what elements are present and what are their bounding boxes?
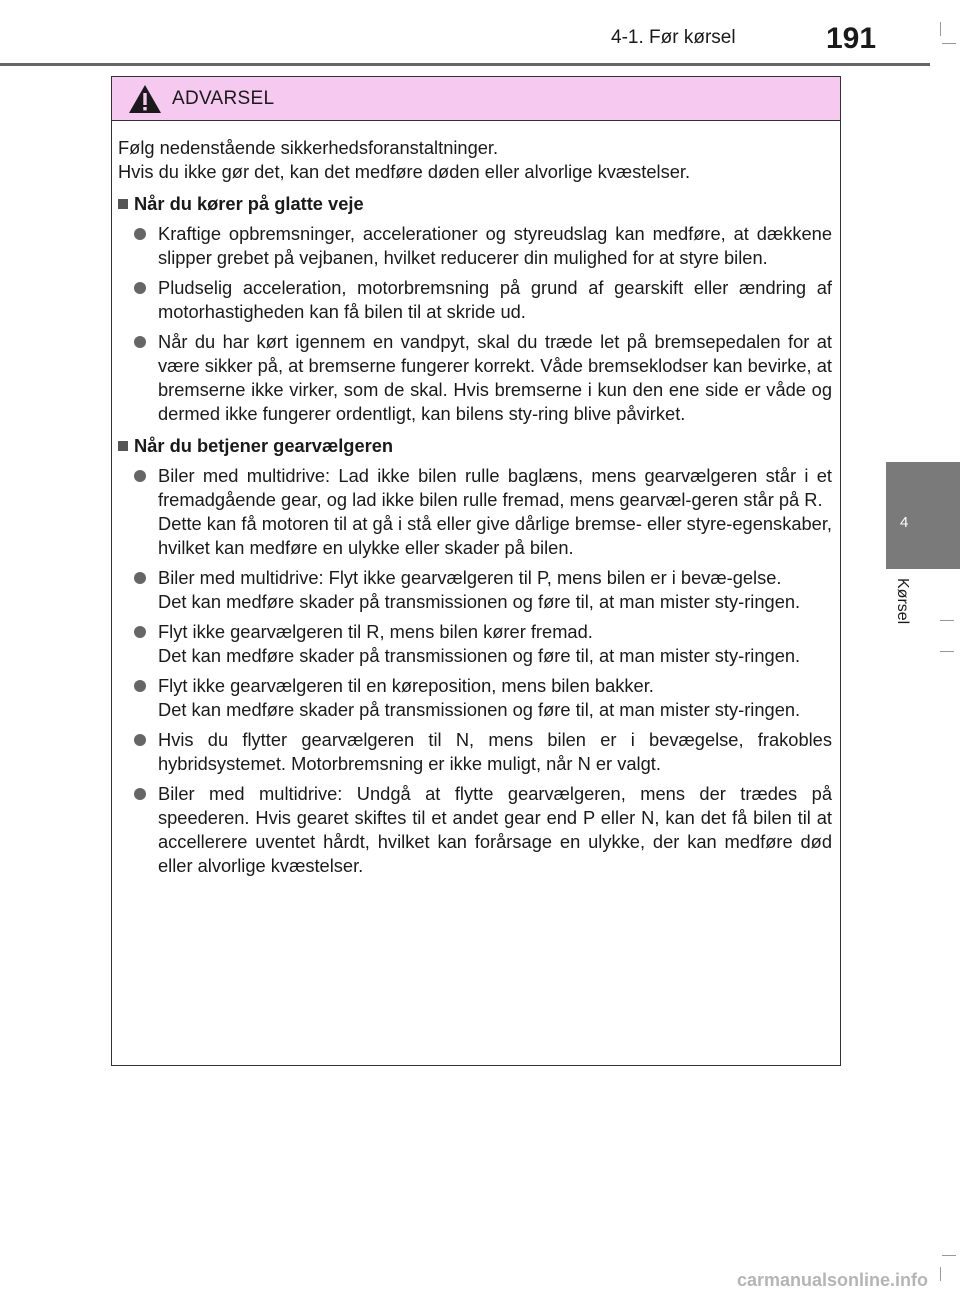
crop-mark bbox=[942, 1255, 956, 1256]
watermark: carmanualsonline.info bbox=[737, 1270, 929, 1290]
crop-mark bbox=[940, 22, 941, 36]
list-item: Flyt ikke gearvælgeren til R, mens bilen kører fremad. Det kan medføre skader på transmissionen og føre til, at man mister sty-ringen. bbox=[118, 620, 832, 668]
header-rule bbox=[0, 63, 930, 66]
list-item: Flyt ikke gearvælgeren til en køreposition, mens bilen bakker. Det kan medføre skader på transmissionen og føre til, at man mister sty-ringen. bbox=[118, 674, 832, 722]
page-number: 191 bbox=[826, 22, 877, 55]
list-item: Biler med multidrive: Lad ikke bilen rulle baglæns, mens gearvælgeren står i et fremadgående gear, og lad ikke bilen rulle fremad, mens gearvæl-geren står på R. Dette kan få motoren til at gå i stå eller give dårlige bremse- eller styre-egenskaber, hvilket kan medføre en ulykke eller skader på bilen. bbox=[118, 464, 832, 560]
list-item: Biler med multidrive: Undgå at flytte gearvælgeren, mens der trædes på speederen. Hvis gearet skiftes til et andet gear end P eller N, kan det få bilen til at accellerere uventet hårdt, hvilket kan forårsage en ulykke, der kan medføre død eller alvorlige kvæstelser. bbox=[118, 782, 832, 878]
chapter-side-tab bbox=[886, 462, 960, 569]
crop-mark bbox=[940, 651, 954, 652]
warning-title: ADVARSEL bbox=[172, 88, 275, 109]
warning-body bbox=[112, 121, 840, 878]
bullet-dot-icon bbox=[134, 626, 146, 638]
list-item: Biler med multidrive: Flyt ikke gearvælgeren til P, mens bilen er i bevæ-gelse. Det kan medføre skader på transmissionen og føre til, at man mister sty-ringen. bbox=[118, 566, 832, 614]
list-item: Hvis du flytter gearvælgeren til N, mens bilen er i bevægelse, frakobles hybridsystemet. Motorbremsning er ikke muligt, når N er valgt. bbox=[118, 728, 832, 776]
crop-mark bbox=[942, 43, 956, 44]
square-bullet-icon bbox=[118, 441, 128, 451]
bullet-dot-icon bbox=[134, 282, 146, 294]
bullet-dot-icon bbox=[134, 336, 146, 348]
intro-line: Følg nedenstående sikkerhedsforanstaltninger. bbox=[118, 137, 499, 158]
intro-line: Hvis du ikke gør det, kan det medføre døden eller alvorlige kvæstelser. bbox=[118, 161, 691, 182]
header-section-title: 4-1. Før kørsel bbox=[611, 27, 736, 48]
warning-triangle-icon bbox=[128, 84, 162, 114]
list-item: Kraftige opbremsninger, accelerationer og styreudslag kan medføre, at dækkene slipper grebet på vejbanen, hvilket reducerer din mulighed for at styre bilen. bbox=[118, 222, 832, 270]
bullet-dot-icon bbox=[134, 470, 146, 482]
list-item: Når du har kørt igennem en vandpyt, skal du træde let på bremsepedalen for at være sikker på, at bremserne fungerer korrekt. Våde bremseklodser kan bevirke, at bremserne ikke virker, som de skal. Hvis bremserne i kun den ene side er våde og dermed ikke fungerer ordentligt, kan bilens sty-ring blive påvirket. bbox=[118, 330, 832, 426]
chapter-label: Kørsel bbox=[894, 578, 911, 625]
chapter-number: 4 bbox=[900, 514, 909, 531]
warning-header bbox=[112, 77, 840, 121]
bullet-dot-icon bbox=[134, 734, 146, 746]
list-item: Pludselig acceleration, motorbremsning på grund af gearskift eller ændring af motorhastigheden kan få bilen til at skride ud. bbox=[118, 276, 832, 324]
crop-mark bbox=[940, 620, 954, 621]
square-bullet-icon bbox=[118, 199, 128, 209]
section-heading: Når du kører på glatte veje bbox=[118, 192, 832, 216]
warning-intro bbox=[118, 136, 832, 184]
bullet-dot-icon bbox=[134, 572, 146, 584]
crop-mark bbox=[940, 1267, 941, 1281]
bullet-dot-icon bbox=[134, 228, 146, 240]
section-heading: Når du betjener gearvælgeren bbox=[118, 434, 832, 458]
warning-box bbox=[111, 76, 841, 1066]
bullet-dot-icon bbox=[134, 680, 146, 692]
bullet-dot-icon bbox=[134, 788, 146, 800]
